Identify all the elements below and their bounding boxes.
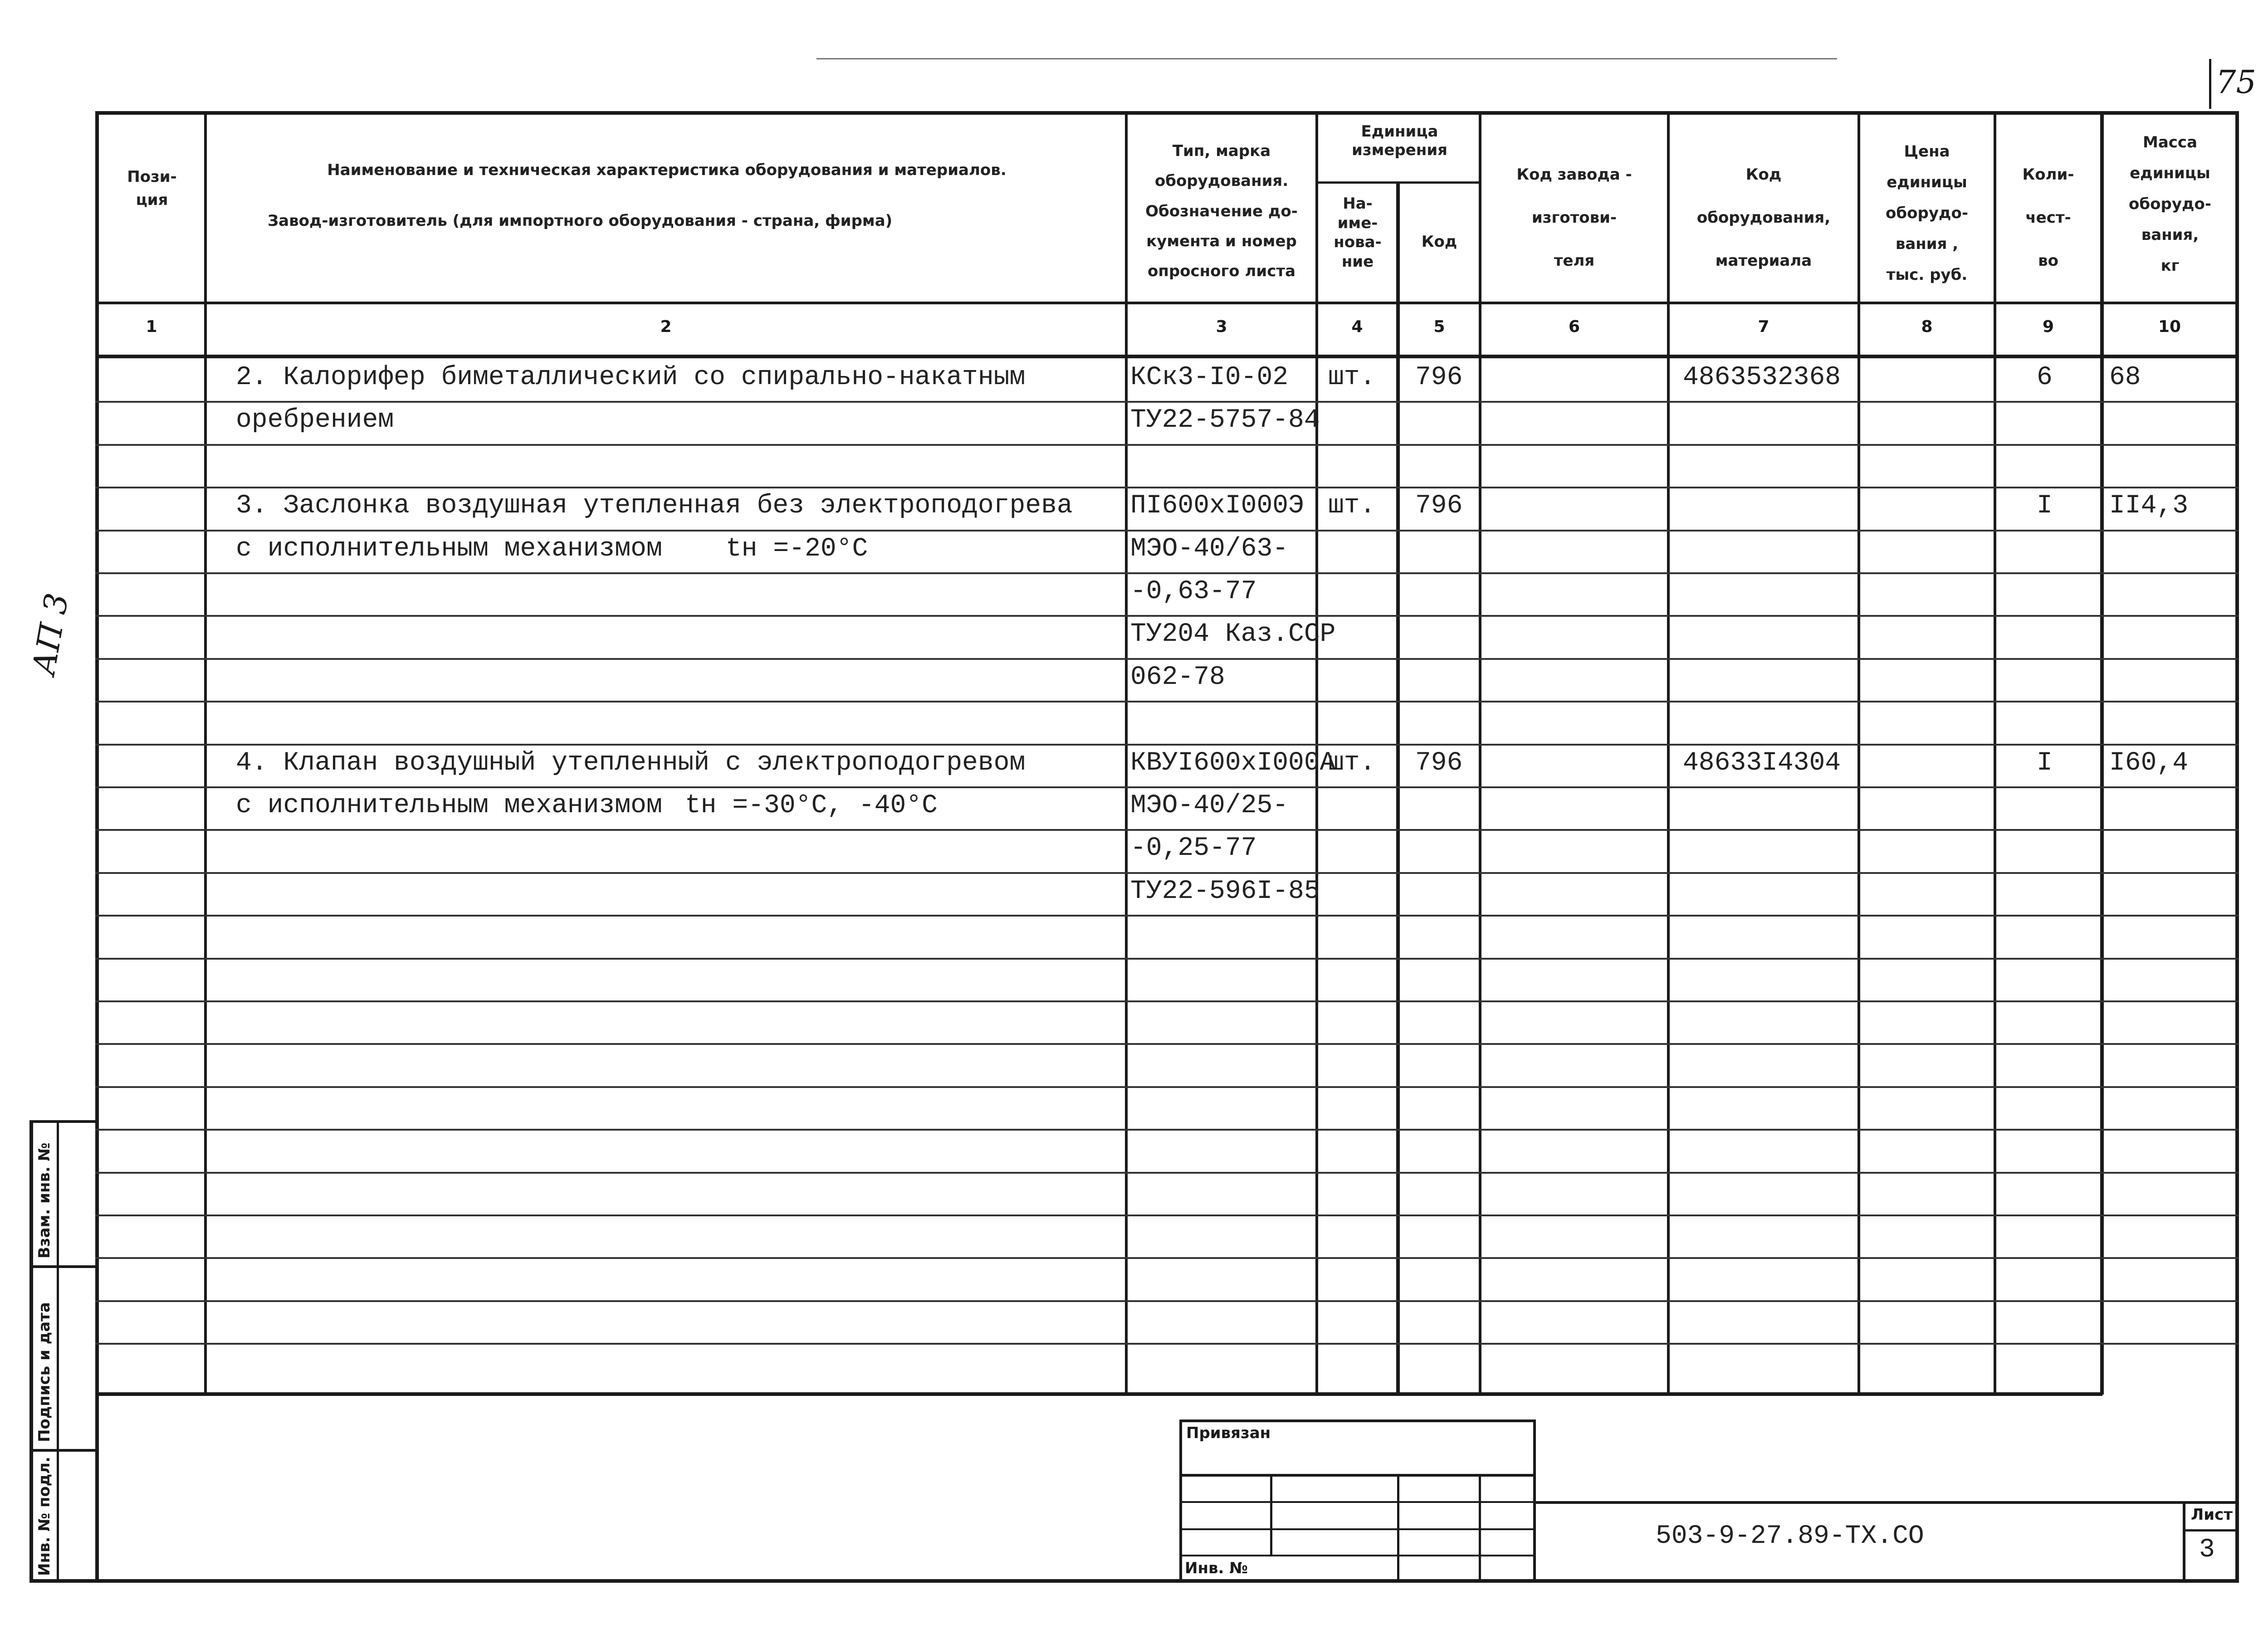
header-unit-name: На- име- нова- ние: [1334, 195, 1382, 271]
colnum-4: 4: [1351, 317, 1363, 336]
table-body-bottom: [95, 1392, 2102, 1396]
row-type: -0,25-77: [1130, 834, 1257, 863]
tb-privyazan: Привязан: [1186, 1424, 1271, 1442]
tb-inv-no: Инв. №: [1185, 1559, 1248, 1577]
side-strip-sep2: [29, 1449, 98, 1452]
row-type: 062-78: [1130, 663, 1225, 692]
row-quantity: I: [2037, 748, 2053, 778]
row-divider: [95, 487, 2239, 488]
row-type: ПI600xI000Э: [1130, 491, 1304, 521]
header-bottom-line: [95, 302, 2239, 304]
header-name-line2: Завод-изготовитель (для импортного оборудования - страна, фирма): [268, 212, 893, 230]
colnum-10: 10: [2158, 317, 2181, 336]
row-type: КСк3-I0-02: [1130, 363, 1289, 392]
row-divider: [95, 1343, 2239, 1345]
row-quantity: 6: [2037, 363, 2053, 392]
row-unit: шт.: [1328, 491, 1376, 521]
tb-row4: [1179, 1555, 1535, 1556]
colnum-5: 5: [1433, 317, 1445, 336]
tb-row2: [1179, 1501, 1535, 1503]
row-divider: [95, 658, 2239, 660]
tb-top: [1179, 1419, 1535, 1422]
handwritten-side-mark: АП 3: [25, 590, 76, 678]
row-divider: [95, 1043, 2239, 1045]
col-divider-1: [204, 111, 207, 1395]
row-name: с исполнительным механизмом: [236, 534, 662, 564]
colnum-7: 7: [1758, 317, 1769, 336]
header-mass: Масса единицы оборудо- вания, кг: [2129, 133, 2211, 275]
row-divider: [95, 829, 2239, 831]
tb-col2: [1397, 1474, 1399, 1580]
colnum-2: 2: [660, 317, 672, 336]
col-divider-9: [2100, 111, 2104, 1395]
tb-row3: [1179, 1528, 1535, 1530]
header-position: Пози- ция: [127, 168, 177, 209]
row-divider: [95, 872, 2239, 874]
label-vzam-inv: Взам. инв. №: [35, 1142, 54, 1258]
table-top-border: [95, 111, 2239, 115]
row-temperature-formula: tн =-30°C, -40°C: [685, 791, 938, 820]
side-strip-top: [29, 1120, 98, 1123]
row-unit: шт.: [1328, 748, 1376, 778]
col-divider-8: [1994, 111, 1996, 1395]
header-quantity: Коли- чест- во: [2022, 166, 2074, 270]
label-inv-podl: Инв. № подл.: [35, 1456, 54, 1576]
table-left-border: [95, 111, 99, 1583]
side-strip-inner: [57, 1120, 59, 1580]
header-name-line1: Наименование и техническая характеристика оборудования и материалов.: [327, 161, 1007, 179]
row-equipment-code: 4863532368: [1683, 363, 1841, 392]
row-divider: [95, 444, 2239, 446]
row-name: 2. Калорифер биметаллический со спирально-накатным: [236, 363, 1026, 392]
document-designation: 503-9-27.89-ТХ.СО: [1656, 1522, 1924, 1551]
header-type: Тип, марка оборудования. Обозначение до- кумента и номер опросного листа: [1145, 142, 1298, 281]
row-divider: [95, 1215, 2239, 1216]
row-divider: [95, 786, 2239, 788]
row-quantity: I: [2037, 491, 2053, 521]
row-type: МЭО-40/63-: [1130, 534, 1289, 564]
row-unit-code: 796: [1415, 491, 1463, 521]
header-unit-group: Единица измерения: [1352, 122, 1447, 159]
row-divider: [95, 1172, 2239, 1174]
side-strip-left: [29, 1120, 33, 1583]
row-divider: [95, 572, 2239, 574]
col-divider-6: [1667, 111, 1670, 1395]
row-divider: [95, 1000, 2239, 1002]
row-name: 4. Клапан воздушный утепленный с электроподогревом: [236, 748, 1026, 778]
row-type: -0,63-77: [1130, 577, 1257, 606]
row-divider: [95, 1086, 2239, 1088]
tb-main-top: [1533, 1501, 2239, 1504]
tb-col3: [1479, 1474, 1481, 1580]
row-mass: II4,3: [2109, 491, 2189, 521]
page-mark-divider: [2209, 59, 2211, 109]
row-type: МЭО-40/25-: [1130, 791, 1289, 820]
header-equipment-code: Код оборудования, материала: [1696, 166, 1831, 270]
header-unit-code: Код: [1421, 233, 1457, 251]
col-divider-5: [1479, 111, 1481, 1395]
row-equipment-code: 48633I4304: [1683, 748, 1841, 778]
row-unit: шт.: [1328, 363, 1376, 392]
colnum-6: 6: [1568, 317, 1580, 336]
row-unit-code: 796: [1415, 363, 1463, 392]
page-number-mark: 75: [2216, 63, 2257, 101]
colnum-bottom-line: [95, 355, 2239, 358]
row-divider: [95, 530, 2239, 532]
row-mass: I60,4: [2109, 748, 2189, 778]
row-divider: [95, 1129, 2239, 1131]
row-unit-code: 796: [1415, 748, 1463, 778]
row-name: с исполнительным механизмом: [236, 791, 662, 820]
row-type: ТУ204 Каз.ССР: [1130, 619, 1336, 649]
top-thin-line: [816, 58, 1837, 59]
row-divider: [95, 1257, 2239, 1259]
tb-sheet-label: Лист: [2191, 1506, 2233, 1524]
label-podpis-data: Подпись и дата: [35, 1302, 54, 1442]
row-type: ТУ22-5757-84: [1130, 405, 1320, 435]
table-bottom-border: [29, 1579, 2239, 1583]
row-temperature-formula: tн =-20°C: [726, 534, 868, 564]
row-divider: [95, 1300, 2239, 1302]
header-price: Цена единицы оборудо- вания , тыс. руб.: [1886, 142, 1968, 284]
colnum-9: 9: [2042, 317, 2054, 336]
side-strip-sep1: [29, 1265, 98, 1268]
col-divider-7: [1857, 111, 1860, 1395]
colnum-1: 1: [146, 317, 157, 336]
header-plant-code: Код завода - изготови- теля: [1516, 166, 1632, 270]
row-divider: [95, 401, 2239, 403]
row-mass: 68: [2109, 363, 2141, 392]
tb-sheet-number: 3: [2199, 1535, 2215, 1565]
tb-sheet-left: [2183, 1501, 2185, 1583]
table-right-border: [2235, 111, 2239, 1583]
row-name: оребрением: [236, 405, 394, 435]
colnum-3: 3: [1216, 317, 1227, 336]
tb-sheet-sep: [2183, 1529, 2237, 1532]
row-type: КВУI600xI000А: [1130, 748, 1336, 778]
row-divider: [95, 958, 2239, 960]
colnum-8: 8: [1921, 317, 1933, 336]
tb-col1: [1270, 1474, 1272, 1556]
row-divider: [95, 701, 2239, 702]
row-divider: [95, 915, 2239, 917]
row-divider: [95, 744, 2239, 746]
tb-row1: [1179, 1474, 1535, 1477]
col-divider-2: [1125, 111, 1128, 1395]
row-type: ТУ22-596I-85: [1130, 877, 1320, 906]
row-divider: [95, 615, 2239, 617]
row-name: 3. Заслонка воздушная утепленная без электроподогрева: [236, 491, 1073, 521]
